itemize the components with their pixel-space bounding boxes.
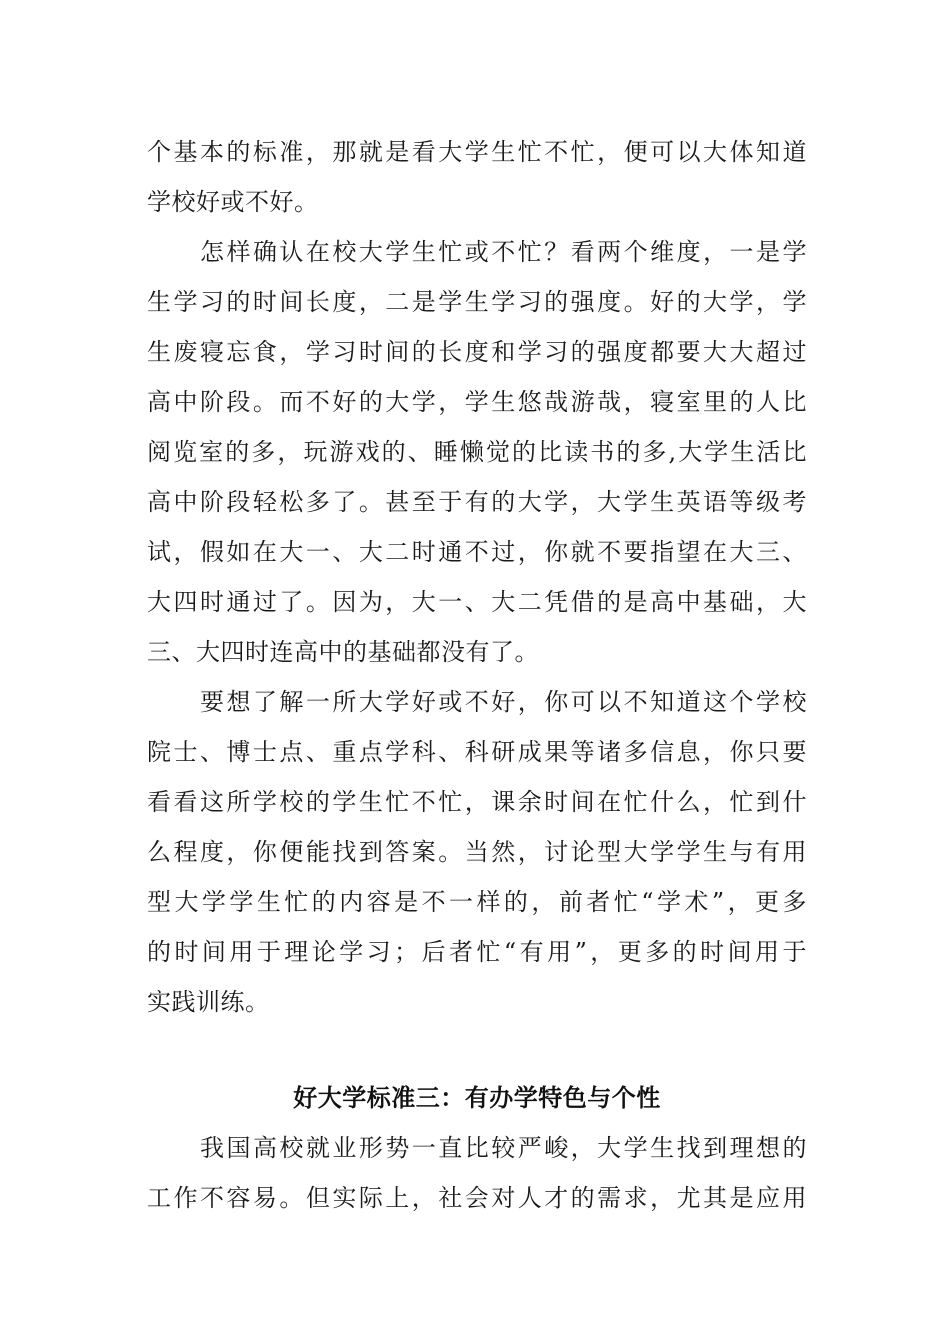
paragraph-first-line: 怎样确认在校大学生忙或不忙？看两个维度，一是学 bbox=[200, 238, 807, 266]
paragraph-line: 个基本的标准，那就是看大学生忙不忙，便可以大体知道 bbox=[147, 138, 807, 166]
paragraph-line: 生废寝忘食，学习时间的长度和学习的强度都要大大超过 bbox=[147, 338, 807, 366]
paragraph-line: 阅览室的多，玩游戏的、睡懒觉的比读书的多,大学生活比 bbox=[147, 438, 807, 466]
paragraph-line: 型大学学生忙的内容是不一样的，前者忙“学术”，更多 bbox=[147, 888, 807, 916]
paragraph-line: 高中阶段。而不好的大学，学生悠哉游哉，寝室里的人比 bbox=[147, 388, 807, 416]
paragraph-line: 么程度，你便能找到答案。当然，讨论型大学学生与有用 bbox=[147, 838, 807, 866]
paragraph-line: 院士、博士点、重点学科、科研成果等诸多信息，你只要 bbox=[147, 738, 807, 766]
paragraph-line: 试，假如在大一、大二时通不过，你就不要指望在大三、 bbox=[147, 538, 807, 566]
paragraph-first-line: 我国高校就业形势一直比较严峻，大学生找到理想的 bbox=[200, 1134, 807, 1162]
paragraph-line: 学校好或不好。 bbox=[147, 188, 319, 216]
paragraph-line: 生学习的时间长度，二是学生学习的强度。好的大学，学 bbox=[147, 288, 807, 316]
paragraph-line: 的时间用于理论学习；后者忙“有用”，更多的时间用于 bbox=[147, 938, 807, 966]
paragraph-line: 看看这所学校的学生忙不忙，课余时间在忙什么，忙到什 bbox=[147, 788, 807, 816]
paragraph-line: 三、大四时连高中的基础都没有了。 bbox=[147, 638, 539, 666]
paragraph-line: 大四时通过了。因为，大一、大二凭借的是高中基础，大 bbox=[147, 588, 807, 616]
paragraph-line: 实践训练。 bbox=[147, 988, 270, 1016]
section-heading: 好大学标准三：有办学特色与个性 bbox=[293, 1083, 661, 1112]
paragraph-line: 工作不容易。但实际上，社会对人才的需求，尤其是应用 bbox=[147, 1184, 807, 1212]
paragraph-line: 高中阶段轻松多了。甚至于有的大学，大学生英语等级考 bbox=[147, 488, 807, 516]
paragraph-first-line: 要想了解一所大学好或不好，你可以不知道这个学校 bbox=[200, 688, 807, 716]
